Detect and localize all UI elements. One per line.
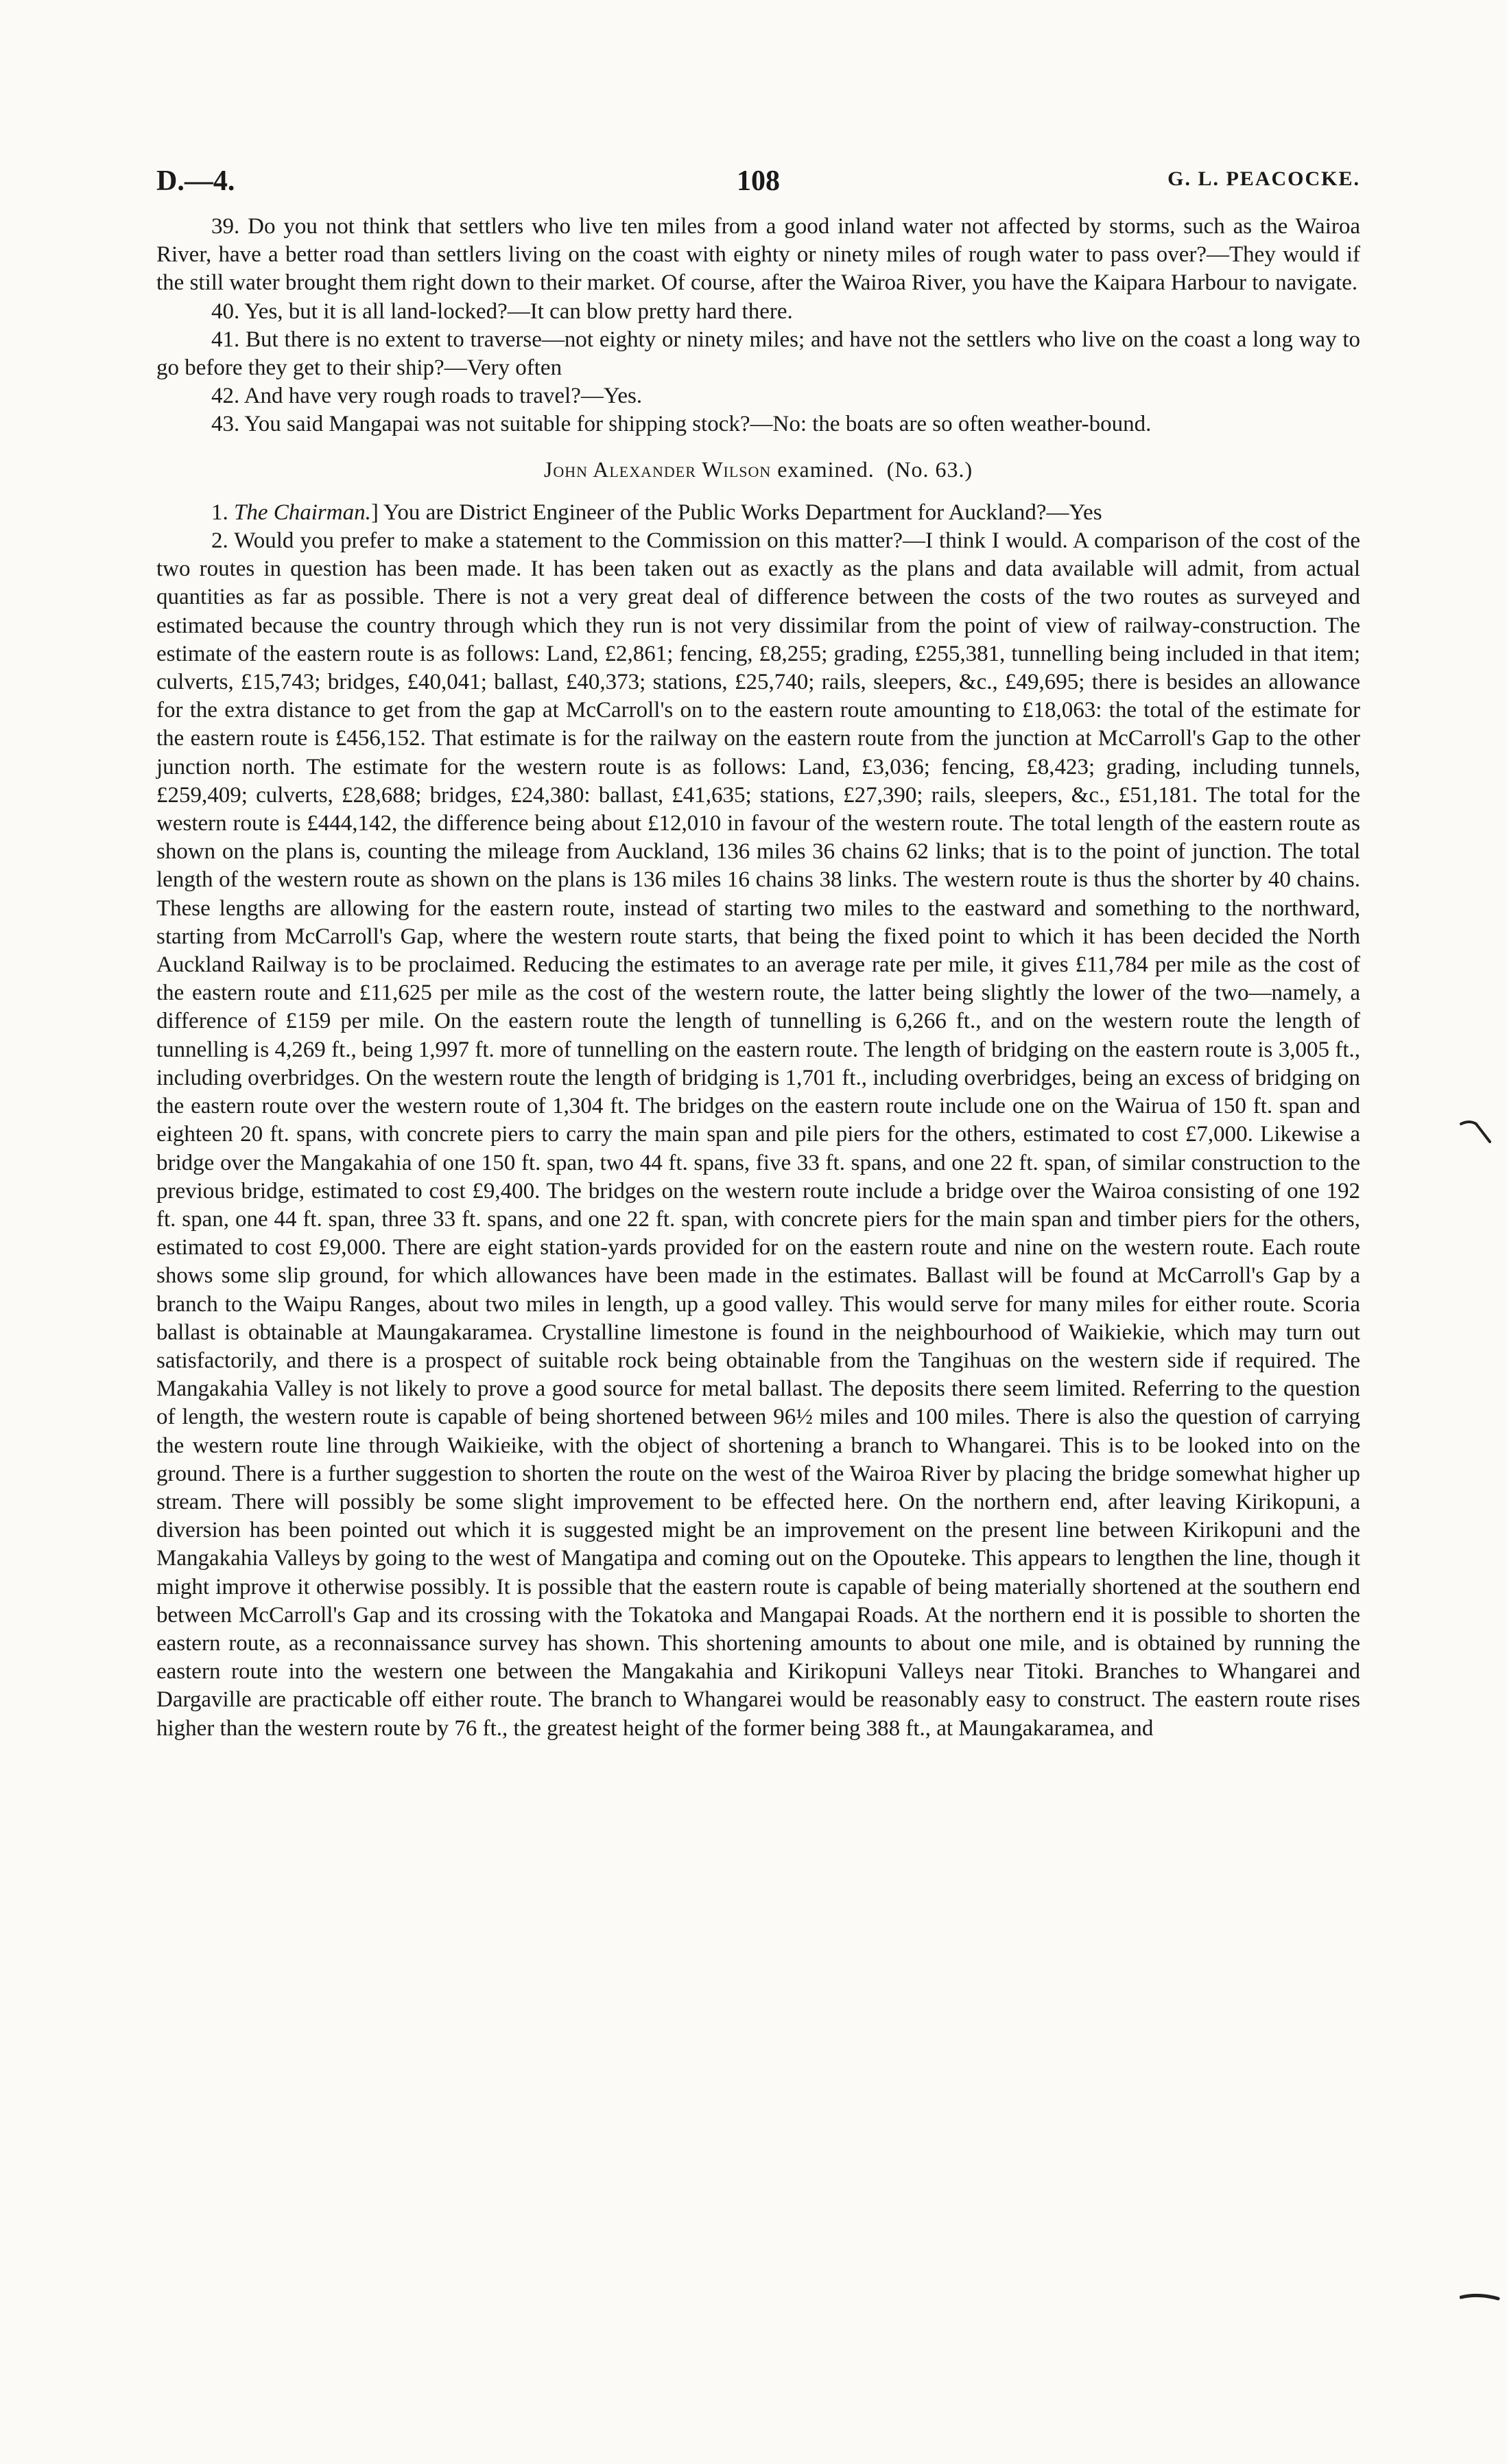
question-43 bbox=[156, 410, 1360, 438]
margin-scratch-mark bbox=[1460, 1118, 1494, 1146]
question-number: 43. bbox=[211, 412, 240, 437]
question-number: 2. bbox=[211, 528, 228, 554]
question-text: Yes, but it is all land-locked?—It can blow pretty hard there. bbox=[244, 298, 793, 324]
witness-name-header: G. L. PEACOCKE. bbox=[1167, 167, 1360, 190]
question-41 bbox=[156, 326, 1360, 382]
question-text: Would you prefer to make a statement to the Commission on this matter?—I think I would. A comparison of the cost of the two routes in question has been made. It has been taken out as exactly as the plans and data available will admit, from actual quantities as far as possible. There is not a very great deal of difference between the costs of the two routes as surveyed and estimated because the country through which they run is not very dissimilar from the point of view of railway-construction. The estimate of the eastern route is as follows: Land, £2,861; fencing, £8,255; grading, £255,381, tunnelling being included in that item; culverts, £15,743; bridges, £40,041; ballast, £40,373; stations, £25,740; rails, sleepers, &c., £49,695; there is besides an allowance for the extra distance to get from the gap at McCarroll's on to the eastern route amounting to £18,063: the total of the estimate for the eastern route is £456,152. That estimate is for the railway on the eastern route from the junction at McCarroll's Gap to the other junction north. The estimate for the western route is as follows: Land, £3,036; fencing, £8,423; grading, including tunnels, £259,409; culverts, £28,688; bridges, £24,380: ballast, £41,635; stations, £27,390; rails, sleepers, &c., £51,181. The total for the western route is £444,142, the difference being about £12,010 in favour of the western route. The total length of the eastern route as shown on the plans is, counting the mileage from Auckland, 136 miles 36 chains 62 links; that is to the point of junction. The total length of the western route as shown on the plans is 136 miles 16 chains 38 links. The western route is thus the shorter by 40 chains. These lengths are allowing for the eastern route, instead of starting two miles to the eastward and something to the northward, starting from McCarroll's Gap, where the western route starts, that being the fixed point to which it has been decided the North Auckland Railway is to be proclaimed. Reducing the estimates to an average rate per mile, it gives £11,784 per mile as the cost of the eastern route and £11,625 per mile as the cost of the western route, the latter being slightly the lower of the two—namely, a difference of £159 per mile. On the eastern route the length of tunnelling is 6,266 ft., and on the western route the length of tunnelling is 4,269 ft., being 1,997 ft. more of tunnelling on the eastern route. The length of bridging on the eastern route is 3,005 ft., including overbridges. On the western route the length of bridging is 1,701 ft., including overbridges, being an excess of bridging on the eastern route over the western route of 1,304 ft. The bridges on the eastern route include one on the Wairua of 150 ft. span and eighteen 20 ft. spans, with concrete piers to carry the main span and pile piers for the others, estimated to cost £7,000. Likewise a bridge over the Mangakahia of one 150 ft. span, two 44 ft. spans, five 33 ft. spans, and one 22 ft. span, of similar construction to the previous bridge, estimated to cost £9,400. The bridges on the western route include a bridge over the Wairoa consisting of one 192 ft. span, one 44 ft. span, three 33 ft. spans, and one 22 ft. span, with concrete piers for the main span and timber piers for the others, estimated to cost £9,000. There are eight station-yards provided for on the eastern route and nine on the western route. Each route shows some slip ground, for which allowances have been made in the estimates. Ballast will be found at McCarroll's Gap by a branch to the Waipu Ranges, about two miles in length, up a good valley. This would serve for many miles for either route. Scoria ballast is obtainable at Maungakaramea. Crystalline limestone is found in the neighbourhood of Waikiekie, which may turn out satisfactorily, and there is a prospect of suitable rock being obtainable from the Tangihuas on the western side if required. The Mangakahia Valley is not likely to prove a good source for metal ballast. The deposits there seem limited. Referring to the question of length, the western route is capable of being shortened between 96½ miles and 100 miles. There is also the question of carrying the western route line through Waikieike, with the object of shortening a branch to Whangarei. This is to be looked into on the ground. There is a further suggestion to shorten the route on the west of the Wairoa River by placing the bridge somewhat higher up stream. There will possibly be some slight improvement to be effected here. On the northern end, after leaving Kirikopuni, a diversion has been pointed out which it is suggested might be an improvement on the present line between Kirikopuni and the Mangakahia Valleys by going to the west of Mangatipa and coming out on the Opouteke. This appears to lengthen the line, though it might improve it otherwise possibly. It is possible that the eastern route is capable of being materially shortened at the southern end between McCarroll's Gap and its crossing with the Tokatoka and Mangapai Roads. At the northern end it is possible to shorten the eastern route, as a reconnaissance survey has shown. This shortening amounts to about one mile, and is obtained by running the eastern route into the western one between the Mangakahia and Kirikopuni Valleys near Titoki. Branches to Whangarei and Dargaville are practicable off either route. The branch to Whangarei would be reasonably easy to construct. The eastern route rises higher than the western route by 76 ft., the greatest height of the former being 388 ft., at Maungakaramea, and bbox=[156, 528, 1361, 1741]
page-header bbox=[156, 165, 1360, 213]
question-text: Do you not think that settlers who live ten miles from a good inland water not affected by storms, such as the Wairoa River, have a better road than settlers living on the coast with eighty or ninety miles of rough water to pass over?—They would if the still water brought them right down to their market. Of course, after the Wairoa River, you have the Kaipara Harbour to navigate. bbox=[156, 214, 1361, 296]
witness-number: (No. 63.) bbox=[886, 456, 973, 482]
question-text: ] You are District Engineer of the Public Works Department for Auckland?—Yes bbox=[370, 500, 1102, 525]
question-number: 42. bbox=[211, 384, 240, 409]
margin-dash-mark bbox=[1460, 2290, 1501, 2304]
heading-examined: examined. bbox=[777, 456, 875, 482]
question-40 bbox=[156, 298, 1360, 326]
question-number: 40. bbox=[211, 298, 240, 324]
question-text: And have very rough roads to travel?—Yes. bbox=[244, 384, 643, 409]
question-1 bbox=[156, 499, 1360, 527]
question-text: But there is no extent to traverse—not eighty or ninety miles; and have not the settlers who live on the coast a long way to go before they get to their ship?—Very often bbox=[156, 327, 1361, 381]
document-page bbox=[156, 165, 1360, 1743]
page-number: 108 bbox=[737, 165, 780, 197]
question-2 bbox=[156, 527, 1360, 1743]
question-number: 39. bbox=[211, 214, 240, 239]
question-42 bbox=[156, 382, 1360, 410]
document-code: D.—4. bbox=[156, 165, 235, 197]
question-39 bbox=[156, 213, 1360, 298]
question-text: You said Mangapai was not suitable for shipping stock?—No: the boats are so often weather-bound. bbox=[244, 412, 1152, 437]
witness-heading bbox=[156, 456, 1360, 484]
speaker-label: The Chairman. bbox=[234, 500, 371, 525]
question-number: 41. bbox=[211, 327, 240, 352]
question-number: 1. bbox=[211, 500, 228, 525]
body-text bbox=[156, 213, 1360, 1743]
witness-name: John Alexander Wilson bbox=[543, 456, 772, 482]
